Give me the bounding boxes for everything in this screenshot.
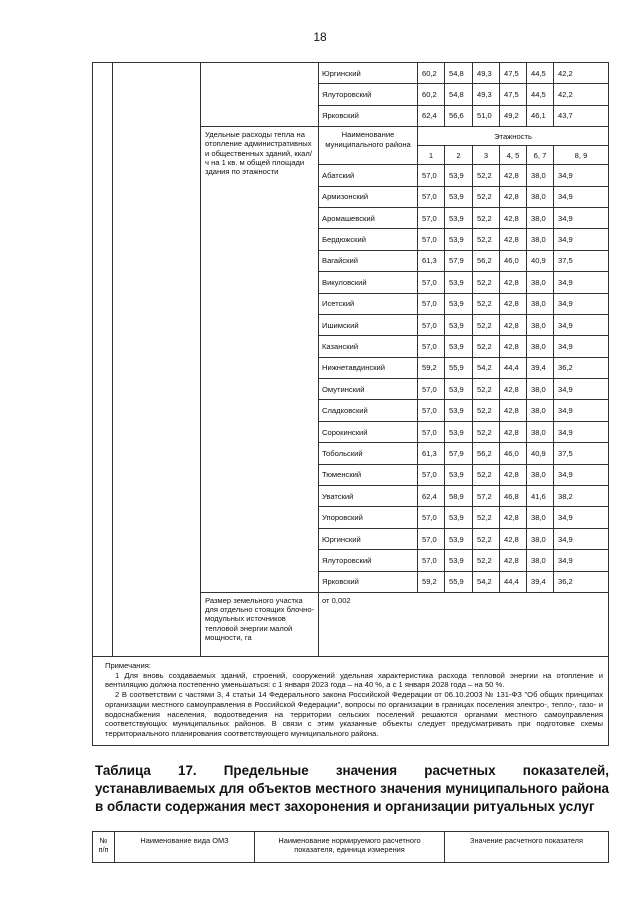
value-cell: 54,8	[445, 63, 473, 84]
value-cell: 38,0	[527, 314, 554, 335]
value-cell: 52,2	[473, 464, 500, 485]
value-cell: 46,0	[500, 250, 527, 271]
value-cell: 44,5	[527, 84, 554, 105]
value-cell: 38,0	[527, 464, 554, 485]
district-name: Юргинский	[319, 63, 418, 84]
value-cell: 34,9	[554, 165, 609, 186]
value-cell: 41,6	[527, 486, 554, 507]
value-cell: 53,9	[445, 336, 473, 357]
value-cell: 52,2	[473, 207, 500, 228]
value-cell: 61,3	[418, 443, 445, 464]
floor-number: 2	[445, 146, 473, 165]
district-name: Ярковский	[319, 571, 418, 592]
value-cell: 42,8	[500, 229, 527, 250]
value-cell: 52,2	[473, 272, 500, 293]
value-cell: 52,2	[473, 336, 500, 357]
value-cell: 42,8	[500, 165, 527, 186]
value-cell: 53,9	[445, 507, 473, 528]
value-cell: 34,9	[554, 528, 609, 549]
value-cell: 49,3	[473, 84, 500, 105]
value-cell: 46,8	[500, 486, 527, 507]
value-cell: 34,9	[554, 336, 609, 357]
district-header: Наименование муниципального района	[319, 127, 418, 165]
floor-number: 1	[418, 146, 445, 165]
value-cell: 42,8	[500, 400, 527, 421]
value-cell: 46,1	[527, 105, 554, 126]
value-cell: 49,3	[473, 63, 500, 84]
heat-standards-table	[92, 62, 609, 746]
value-cell: 54,2	[473, 571, 500, 592]
table-17-header-cell: № п/п	[93, 832, 115, 863]
value-cell: 62,4	[418, 486, 445, 507]
value-cell: 53,9	[445, 400, 473, 421]
value-cell: 42,8	[500, 507, 527, 528]
value-cell: 42,8	[500, 272, 527, 293]
district-name: Армизонский	[319, 186, 418, 207]
value-cell: 38,0	[527, 421, 554, 442]
value-cell: 53,9	[445, 186, 473, 207]
value-cell: 53,9	[445, 293, 473, 314]
value-cell: 57,0	[418, 165, 445, 186]
value-cell: 52,2	[473, 229, 500, 250]
value-cell: 62,4	[418, 105, 445, 126]
value-cell: 53,9	[445, 314, 473, 335]
value-cell: 52,2	[473, 400, 500, 421]
value-cell: 52,2	[473, 550, 500, 571]
value-cell: 60,2	[418, 63, 445, 84]
land-size-value: от 0,002	[319, 592, 609, 656]
value-cell: 36,2	[554, 571, 609, 592]
value-cell: 44,4	[500, 571, 527, 592]
value-cell: 53,9	[445, 421, 473, 442]
value-cell: 51,0	[473, 105, 500, 126]
value-cell: 42,8	[500, 314, 527, 335]
notes-row	[93, 656, 609, 745]
district-name: Ялуторовский	[319, 84, 418, 105]
value-cell: 52,2	[473, 421, 500, 442]
district-name: Нижнетавдинский	[319, 357, 418, 378]
notes-cell	[93, 656, 609, 745]
value-cell: 39,4	[527, 357, 554, 378]
note-item: 2 В соответствии с частями 3, 4 статьи 14 Федерального закона Российской Федерации от 06.10.2003 № 131-ФЗ "Об общих принципах организации местного самоуправления в Российской Федерации", вопросы по организации в границах поселения электро-, тепло-, газо- и водоснабжения населения, водоотведения на территории сельских поселений решаются органами местного самоуправления соответствующих муниципальных районов. В связи с этим указанные объекты следует предусматривать при подготовке схемы территориального планирования соответствующего муниципального района.	[105, 690, 603, 739]
value-cell: 57,0	[418, 229, 445, 250]
value-cell: 52,2	[473, 379, 500, 400]
district-name: Ялуторовский	[319, 550, 418, 571]
district-name: Тюменский	[319, 464, 418, 485]
value-cell: 38,0	[527, 186, 554, 207]
value-cell: 57,2	[473, 486, 500, 507]
table-17-header-cell: Значение расчетного показателя	[445, 832, 609, 863]
value-cell: 34,9	[554, 550, 609, 571]
table-17-caption: Таблица 17. Предельные значения расчетных показателей, устанавливаемых для объектов местного значения муниципального района в области содержания мест захоронения и организации ритуальных услуг	[95, 763, 609, 814]
value-cell: 38,0	[527, 379, 554, 400]
value-cell: 43,7	[554, 105, 609, 126]
district-name: Ярковский	[319, 105, 418, 126]
value-cell: 38,0	[527, 207, 554, 228]
table-17-header-cell: Наименование вида ОМЗ	[115, 832, 255, 863]
value-cell: 34,9	[554, 400, 609, 421]
value-cell: 42,8	[500, 421, 527, 442]
district-name: Аромашевский	[319, 207, 418, 228]
value-cell: 52,2	[473, 186, 500, 207]
value-cell: 52,2	[473, 528, 500, 549]
value-cell: 34,9	[554, 421, 609, 442]
value-cell: 34,9	[554, 507, 609, 528]
district-name: Исетский	[319, 293, 418, 314]
value-cell: 46,0	[500, 443, 527, 464]
value-cell: 39,4	[527, 571, 554, 592]
empty-number-cell	[93, 63, 113, 657]
district-name: Сладковский	[319, 400, 418, 421]
value-cell: 57,0	[418, 207, 445, 228]
value-cell: 42,8	[500, 550, 527, 571]
value-cell: 42,8	[500, 293, 527, 314]
value-cell: 47,5	[500, 63, 527, 84]
value-cell: 58,9	[445, 486, 473, 507]
page-number: 18	[313, 30, 327, 44]
value-cell: 37,5	[554, 250, 609, 271]
value-cell: 37,5	[554, 443, 609, 464]
value-cell: 57,9	[445, 250, 473, 271]
value-cell: 44,4	[500, 357, 527, 378]
value-cell: 34,9	[554, 272, 609, 293]
floor-number: 6, 7	[527, 146, 554, 165]
value-cell: 53,9	[445, 207, 473, 228]
value-cell: 42,8	[500, 186, 527, 207]
table-17-header-row	[93, 832, 609, 863]
value-cell: 59,2	[418, 357, 445, 378]
notes-title: Примечания:	[105, 660, 151, 670]
value-cell: 57,0	[418, 336, 445, 357]
district-name: Сорокинский	[319, 421, 418, 442]
value-cell: 56,6	[445, 105, 473, 126]
value-cell: 53,9	[445, 528, 473, 549]
value-cell: 57,0	[418, 400, 445, 421]
value-cell: 57,0	[418, 186, 445, 207]
district-name: Юргинский	[319, 528, 418, 549]
table-17	[92, 831, 609, 863]
value-cell: 34,9	[554, 229, 609, 250]
value-cell: 56,2	[473, 443, 500, 464]
value-cell: 44,5	[527, 63, 554, 84]
value-cell: 53,9	[445, 165, 473, 186]
floor-number: 8, 9	[554, 146, 609, 165]
value-cell: 34,9	[554, 186, 609, 207]
value-cell: 42,8	[500, 207, 527, 228]
value-cell: 38,0	[527, 272, 554, 293]
value-cell: 56,2	[473, 250, 500, 271]
value-cell: 57,9	[445, 443, 473, 464]
value-cell: 57,0	[418, 421, 445, 442]
district-name: Викуловский	[319, 272, 418, 293]
value-cell: 57,0	[418, 293, 445, 314]
value-cell: 53,9	[445, 229, 473, 250]
floor-number: 3	[473, 146, 500, 165]
value-cell: 40,9	[527, 443, 554, 464]
value-cell: 57,0	[418, 550, 445, 571]
value-cell: 59,2	[418, 571, 445, 592]
value-cell: 34,9	[554, 379, 609, 400]
district-name: Омутинский	[319, 379, 418, 400]
value-cell: 47,5	[500, 84, 527, 105]
district-name: Казанский	[319, 336, 418, 357]
empty-indicator-cell	[201, 63, 319, 127]
value-cell: 38,0	[527, 165, 554, 186]
value-cell: 57,0	[418, 464, 445, 485]
value-cell: 61,3	[418, 250, 445, 271]
value-cell: 52,2	[473, 314, 500, 335]
value-cell: 38,0	[527, 550, 554, 571]
value-cell: 42,2	[554, 84, 609, 105]
value-cell: 36,2	[554, 357, 609, 378]
floors-header: Этажность	[418, 127, 609, 146]
value-cell: 38,0	[527, 400, 554, 421]
value-cell: 40,9	[527, 250, 554, 271]
district-name: Ишимский	[319, 314, 418, 335]
value-cell: 57,0	[418, 528, 445, 549]
value-cell: 38,2	[554, 486, 609, 507]
value-cell: 57,0	[418, 314, 445, 335]
value-cell: 55,9	[445, 571, 473, 592]
value-cell: 38,0	[527, 507, 554, 528]
value-cell: 42,8	[500, 379, 527, 400]
table-17-header-cell: Наименование нормируемого расчетного показателя, единица измерения	[255, 832, 445, 863]
value-cell: 34,9	[554, 464, 609, 485]
value-cell: 42,2	[554, 63, 609, 84]
district-name: Абатский	[319, 165, 418, 186]
value-cell: 42,8	[500, 464, 527, 485]
value-cell: 54,2	[473, 357, 500, 378]
district-row	[93, 63, 609, 84]
note-item: 1 Для вновь создаваемых зданий, строений, сооружений удельная характеристика расхода тепловой энергии на отопление и вентиляцию должна постепенно уменьшаться: с 1 января 2023 года – на 40 %, а с 1 января 2028 года – на 50 %.	[105, 670, 603, 690]
value-cell: 42,8	[500, 336, 527, 357]
value-cell: 53,9	[445, 272, 473, 293]
value-cell: 52,2	[473, 507, 500, 528]
district-name: Упоровский	[319, 507, 418, 528]
value-cell: 42,8	[500, 528, 527, 549]
district-name: Вагайский	[319, 250, 418, 271]
value-cell: 57,0	[418, 272, 445, 293]
heat-indicator-label: Удельные расходы тепла на отопление административных и общественных зданий, ккал/ч на 1 кв. м общей площади здания по этажности	[201, 127, 319, 593]
value-cell: 38,0	[527, 293, 554, 314]
value-cell: 53,9	[445, 464, 473, 485]
empty-object-cell	[113, 63, 201, 657]
value-cell: 53,9	[445, 550, 473, 571]
land-indicator-label: Размер земельного участка для отдельно стоящих блочно-модульных источников тепловой энергии малой мощности, га	[201, 592, 319, 656]
value-cell: 38,0	[527, 229, 554, 250]
value-cell: 53,9	[445, 379, 473, 400]
value-cell: 34,9	[554, 293, 609, 314]
value-cell: 52,2	[473, 165, 500, 186]
value-cell: 60,2	[418, 84, 445, 105]
value-cell: 38,0	[527, 336, 554, 357]
value-cell: 57,0	[418, 379, 445, 400]
value-cell: 34,9	[554, 314, 609, 335]
value-cell: 57,0	[418, 507, 445, 528]
floor-number: 4, 5	[500, 146, 527, 165]
value-cell: 49,2	[500, 105, 527, 126]
district-name: Тобольский	[319, 443, 418, 464]
value-cell: 52,2	[473, 293, 500, 314]
value-cell: 54,8	[445, 84, 473, 105]
value-cell: 55,9	[445, 357, 473, 378]
value-cell: 38,0	[527, 528, 554, 549]
value-cell: 34,9	[554, 207, 609, 228]
district-name: Бердюжский	[319, 229, 418, 250]
district-name: Уватский	[319, 486, 418, 507]
